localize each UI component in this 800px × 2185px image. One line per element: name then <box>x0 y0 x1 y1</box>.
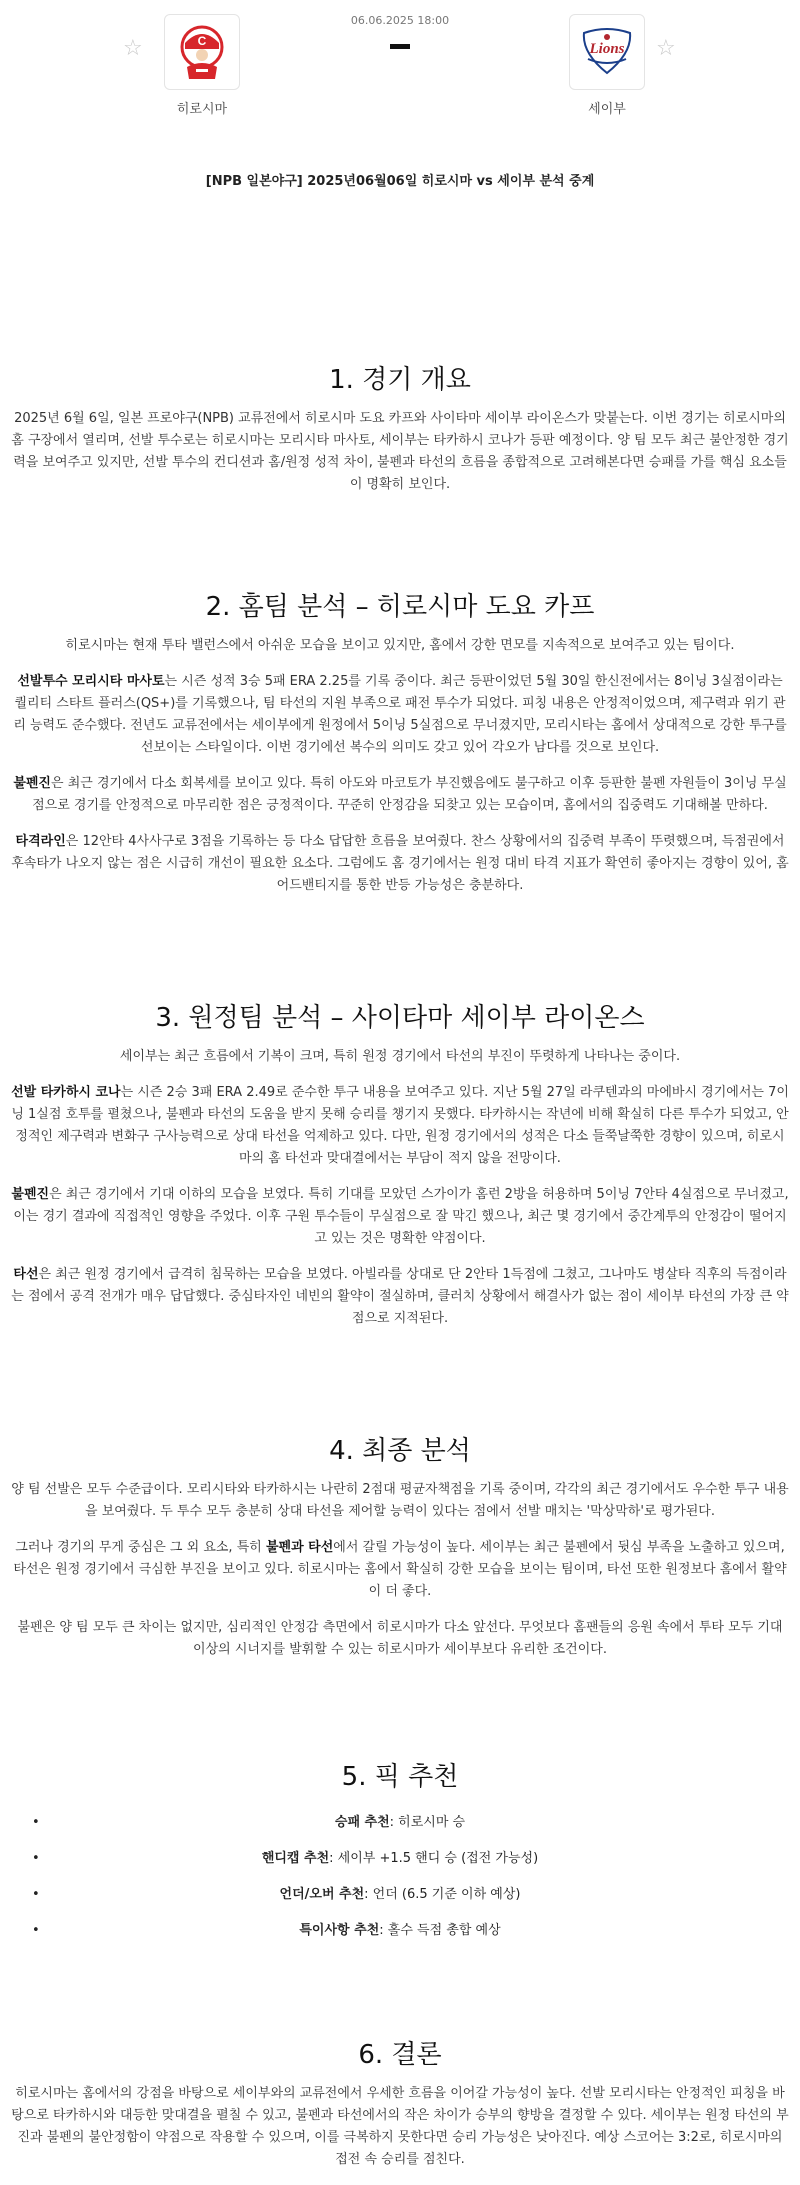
paragraph: 불펜은 양 팀 모두 큰 차이는 없지만, 심리적인 안정감 측면에서 히로시마가 다소 앞선다. 무엇보다 홈팬들의 응원 속에서 투타 모두 기대 이상의 시너지를 발휘할 수 있는 히로시마가 세이부보다 유리한 조건이다. <box>17 1620 783 1657</box>
paragraph-text: 는 시즌 2승 3패 ERA 2.49로 준수한 투구 내용을 보여주고 있다. 지난 5월 27일 라쿠텐과의 마에바시 경기에서는 7이닝 1실점 호투를 펼쳤으나, 불펜과 타선의 도움을 받지 못해 승리를 챙기지 못했다. 타카하시는 작년에 비해 확실히 다른 투수가 되었고, 안정적인 제구력과 변화구 구사능력으로 상대 타선을 억제하고 있다. 다만, 원정 경기에서의 성적은 다소 들쭉날쭉한 경향이 있으며, 히로시마의 홈 타선과 맞대결에서는 부담이 적지 않을 전망이다. <box>11 1085 789 1166</box>
bold-term: 타격라인 <box>15 834 66 849</box>
paragraph: 양 팀 선발은 모두 수준급이다. 모리시타와 타카하시는 나란히 2점대 평균자책점을 기록 중이며, 각각의 최근 경기에서도 우수한 투구 내용을 보여줬다. 두 투수 모두 충분히 상대 타선을 제어할 능력이 있다는 점에서 선발 매치는 '막상막하'로 평가된다. <box>11 1482 789 1519</box>
list-item <box>10 1913 790 1949</box>
pick-value: : 언더 (6.5 기준 이하 예상) <box>364 1887 521 1902</box>
favorite-star-icon-home[interactable]: ☆ <box>123 36 143 61</box>
paragraph-text: 은 최근 원정 경기에서 급격히 침묵하는 모습을 보였다. 아빌라를 상대로 단 2안타 1득점에 그쳤고, 그나마도 병살타 직후의 득점이라는 점에서 공격 전개가 매우 답답했다. 중심타자인 네빈의 활약이 절실하며, 클러치 상황에서 해결사가 없는 점이 세이부 타선의 가장 큰 약점으로 지적된다. <box>11 1267 789 1326</box>
score-separator <box>390 44 410 49</box>
section-conclusion <box>10 2034 790 2171</box>
pick-label: 핸디캡 추천 <box>261 1851 330 1866</box>
away-team-name: 세이부 <box>588 102 626 117</box>
paragraph <box>10 773 790 817</box>
home-team-name: 히로시마 <box>176 102 228 117</box>
paragraph-text: 은 최근 경기에서 다소 회복세를 보이고 있다. 특히 아도와 마코토가 부진했음에도 불구하고 이후 등판한 불펜 자원들이 3이닝 무실점으로 경기를 안정적으로 마무리한 점은 긍정적이다. 꾸준히 안정감을 되찾고 있는 모습이며, 홈에서의 집중력도 기대해볼 만하다. <box>32 776 787 813</box>
svg-text:C: C <box>197 34 207 48</box>
bold-term: 선발투수 모리시타 마사토 <box>17 674 165 689</box>
bullet-icon: • <box>32 1851 40 1866</box>
section-final-analysis <box>10 1430 790 1661</box>
favorite-star-icon-away[interactable]: ☆ <box>656 36 676 61</box>
paragraph: 세이부는 최근 흐름에서 기복이 크며, 특히 원정 경기에서 타선의 부진이 뚜렷하게 나타나는 중이다. <box>119 1049 681 1064</box>
bold-term: 불펜진 <box>13 776 51 791</box>
section-home-team <box>10 586 790 897</box>
article-body <box>0 359 800 2171</box>
paragraph-text: 은 최근 경기에서 기대 이하의 모습을 보였다. 특히 기대를 모았던 스가이가 홈런 2방을 허용하며 5이닝 7안타 4실점으로 무너졌고, 이는 경기 결과에 직접적인 영향을 주었다. 이후 구원 투수들이 무실점으로 잘 막긴 했으나, 최근 몇 경기에서 중간계투의 안정감이 떨어지고 있는 것은 명확한 약점이다. <box>13 1187 789 1246</box>
section-overview <box>10 359 790 496</box>
paragraph-text: 은 12안타 4사사구로 3점을 기록하는 등 다소 답답한 흐름을 보여줬다. 찬스 상황에서의 집중력 부족이 뚜렷했으며, 득점권에서 후속타가 나오지 않는 점은 시급히 개선이 필요한 요소다. 그럼에도 홈 경기에서는 원정 대비 타격 지표가 확연히 좋아지는 경향이 있어, 홈 어드밴티지를 통한 반등 가능성은 충분하다. <box>11 834 789 893</box>
pick-label: 특이사항 추천 <box>299 1923 380 1938</box>
paragraph-text: 는 시즌 성적 3승 5패 ERA 2.25를 기록 중이다. 최근 등판이었던 5월 30일 한신전에서는 8이닝 3실점이라는 퀄리티 스타트 플러스(QS+)를 기록했으나, 팀 타선의 지원 부족으로 패전 투수가 되었다. 피칭 내용은 안정적이었으며, 제구력과 위기 관리 능력도 준수했다. 전년도 교류전에서는 세이부에게 원정에서 5이닝 5실점으로 무너졌지만, 모리시타는 홈에서 상대적으로 강한 투구를 선보이는 스타일이다. 이번 경기에선 복수의 의미도 갖고 있어 각오가 남다를 것으로 보인다. <box>13 674 787 755</box>
section-away-team <box>10 997 790 1330</box>
paragraph <box>10 1264 790 1330</box>
paragraph <box>10 1537 790 1603</box>
pick-value: : 히로시마 승 <box>389 1815 466 1830</box>
paragraph: 히로시마는 홈에서의 강점을 바탕으로 세이부와의 교류전에서 우세한 흐름을 이어갈 가능성이 높다. 선발 모리시타는 안정적인 피칭을 바탕으로 타카하시와 대등한 맞대결을 펼칠 수 있고, 불펜과 타선에서의 작은 차이가 승부의 향방을 결정할 수 있다. 세이부는 원정 타선의 부진과 불펜의 불안정함이 약점으로 작용할 수 있으며, 이를 극복하지 못한다면 승리 가능성은 낮아진다. 예상 스코어는 3:2로, 히로시마의 접전 속 승리를 점친다. <box>11 2086 789 2167</box>
section-heading: 2. 홈팀 분석 – 히로시마 도요 카프 <box>205 592 595 622</box>
section-heading: 1. 경기 개요 <box>329 365 471 395</box>
section-heading: 3. 원정팀 분석 – 사이타마 세이부 라이온스 <box>155 1003 645 1033</box>
bullet-icon: • <box>32 1923 40 1938</box>
section-heading: 6. 결론 <box>358 2040 442 2070</box>
paragraph: 2025년 6월 6일, 일본 프로야구(NPB) 교류전에서 히로시마 도요 카프와 사이타마 세이부 라이온스가 맞붙는다. 이번 경기는 히로시마의 홈 구장에서 열리며, 선발 투수로는 히로시마는 모리시타 마사토, 세이부는 타카하시 코나가 등판 예정이다. 양 팀 모두 최근 불안정한 경기력을 보여주고 있지만, 선발 투수의 컨디션과 홈/원정 성적 차이, 불펜과 타선의 흐름을 종합적으로 고려해본다면 승패를 가를 핵심 요소들이 명확히 보인다. <box>11 411 789 492</box>
list-item <box>10 1805 790 1841</box>
bold-term: 불펜진 <box>11 1187 50 1202</box>
section-picks <box>10 1756 790 1949</box>
paragraph <box>10 831 790 897</box>
paragraph-text: 그러나 경기의 무게 중심은 그 외 요소, 특히 <box>15 1540 266 1555</box>
paragraph <box>10 1184 790 1250</box>
lions-logo-icon <box>569 14 645 90</box>
home-team[interactable] <box>162 14 242 117</box>
bullet-icon: • <box>32 1815 40 1830</box>
paragraph: 히로시마는 현재 투타 밸런스에서 아쉬운 모습을 보이고 있지만, 홈에서 강한 면모를 지속적으로 보여주고 있는 팀이다. <box>65 638 735 653</box>
list-item <box>10 1877 790 1913</box>
away-team[interactable] <box>567 14 647 117</box>
paragraph <box>10 671 790 759</box>
pick-value: : 세이부 +1.5 핸디 승 (접전 가능성) <box>329 1851 539 1866</box>
bullet-icon: • <box>32 1887 40 1902</box>
match-datetime: 06.06.2025 18:00 <box>350 14 450 27</box>
pick-list <box>10 1805 790 1949</box>
svg-text:Lions: Lions <box>589 41 625 57</box>
bold-term: 불펜과 타선 <box>265 1540 334 1555</box>
page-title: [NPB 일본야구] 2025년06월06일 히로시마 vs 세이부 분석 중계 <box>205 174 595 189</box>
list-item <box>10 1841 790 1877</box>
paragraph <box>10 1082 790 1170</box>
pick-label: 언더/오버 추천 <box>279 1887 365 1902</box>
pick-label: 승패 추천 <box>334 1815 390 1830</box>
paragraph-text: 에서 갈릴 가능성이 높다. 세이부는 최근 불펜에서 뒷심 부족을 노출하고 있으며, 타선은 원정 경기에서 극심한 부진을 보이고 있다. 히로시마는 홈에서 확실히 강한 모습을 보이는 팀이며, 타선 또한 원정보다 홈에서 활약이 더 좋다. <box>13 1540 787 1599</box>
section-heading: 4. 최종 분석 <box>329 1436 471 1466</box>
section-heading: 5. 픽 추천 <box>341 1762 459 1792</box>
carp-logo-icon <box>164 14 240 90</box>
pick-value: : 홀수 득점 총합 예상 <box>379 1923 501 1938</box>
bold-term: 타선 <box>13 1267 39 1282</box>
match-header <box>0 0 800 130</box>
bold-term: 선발 타카하시 코나 <box>11 1085 121 1100</box>
